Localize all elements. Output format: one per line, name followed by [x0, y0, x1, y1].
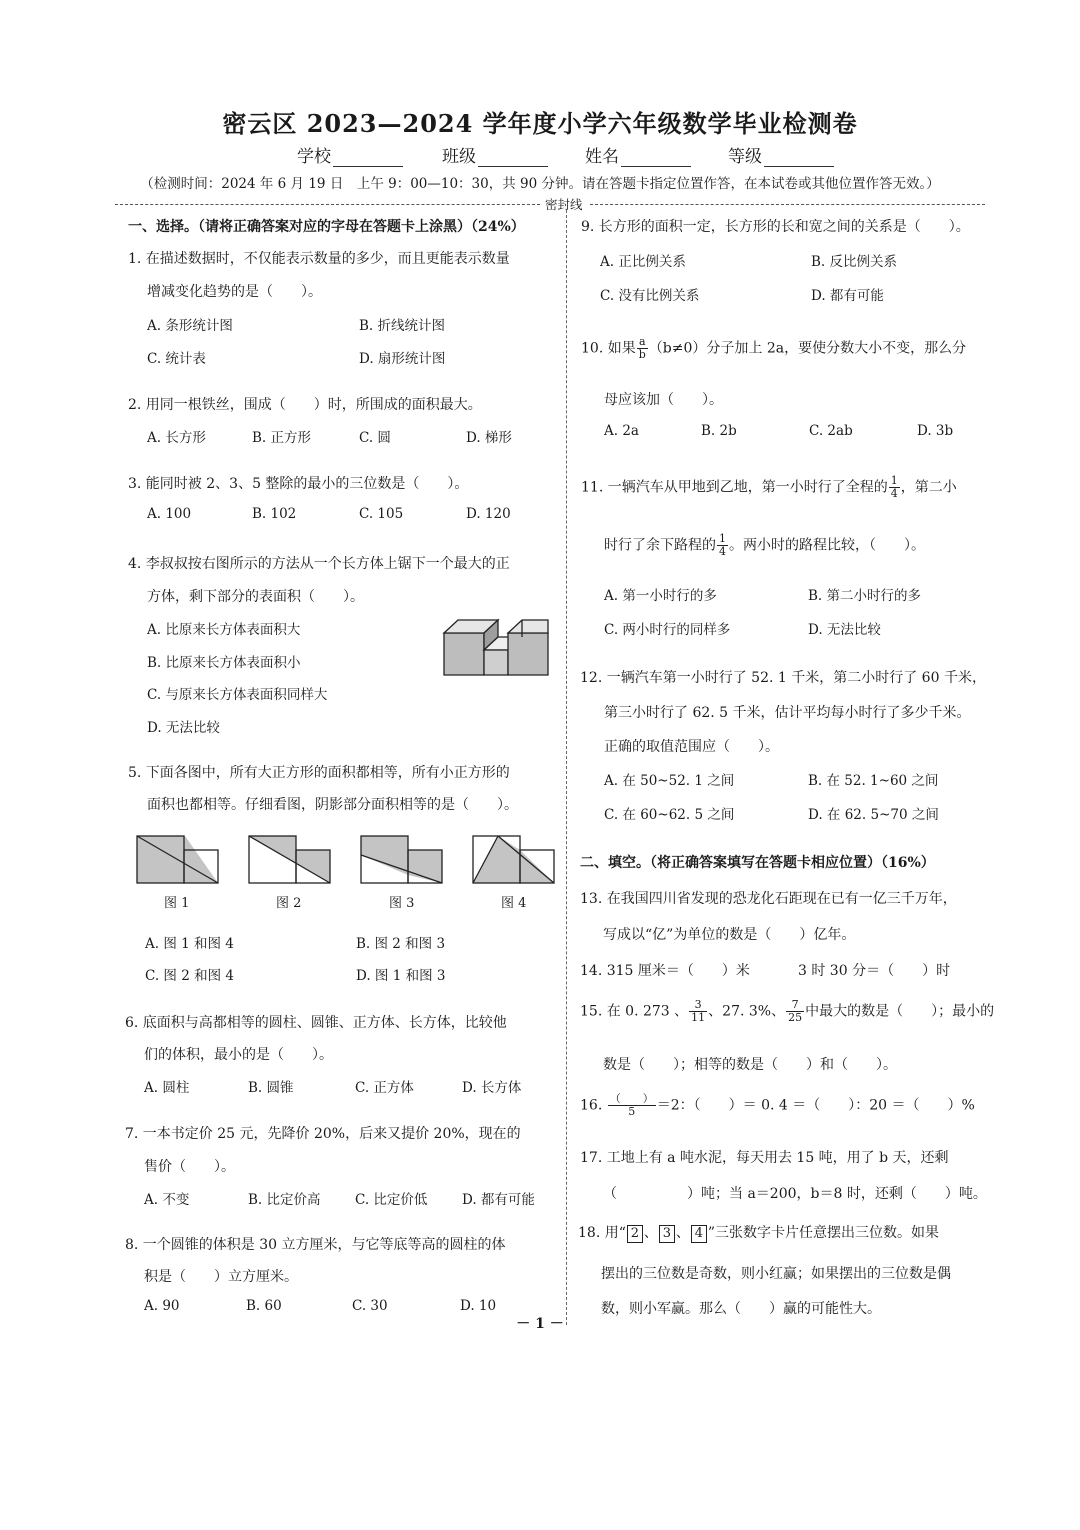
q6-stem-2: 们的体积，最小的是（ ）。	[144, 1047, 333, 1063]
seal-line-label: 密封线	[542, 195, 586, 213]
q17-stem-2: （ ）吨；当 a＝200，b＝8 时，还剩（ ）吨。	[603, 1186, 987, 1202]
q17-stem-1: 17. 工地上有 a 吨水泥，每天用去 15 吨，用了 b 天，还剩	[580, 1150, 949, 1166]
q4-stem-1: 4. 李叔叔按右图所示的方法从一个长方体上锯下一个最大的正	[128, 556, 510, 572]
q14-part-1: 14. 315 厘米＝（ ）米	[580, 963, 750, 979]
q11-fraction-2: $\frac{1}{4}$	[719, 532, 726, 558]
q9-option-a: A. 正比例关系	[600, 254, 686, 270]
q4-option-d: D. 无法比较	[147, 720, 220, 736]
q3-option-a: A. 100	[147, 506, 192, 522]
q6-option-b: B. 圆锥	[248, 1080, 294, 1096]
figure-1	[136, 835, 220, 885]
q4-option-c: C. 与原来长方体表面积同样大	[147, 687, 328, 703]
q5-option-c: C. 图 2 和图 4	[145, 968, 234, 984]
q10-option-b: B. 2b	[701, 423, 737, 439]
q7-option-d: D. 都有可能	[462, 1192, 535, 1208]
q12-stem-1: 12. 一辆汽车第一小时行了 52. 1 千米，第二小时行了 60 千米，	[580, 670, 986, 686]
q18-stem-3: 数，则小军赢。那么（ ）赢的可能性大。	[601, 1301, 881, 1317]
q15-fraction-1: $\frac{3}{11}$	[691, 998, 706, 1024]
q14-part-2: 3 时 30 分＝（ ）时	[798, 963, 951, 979]
q1-option-a: A. 条形统计图	[147, 318, 233, 334]
q12-option-d: D. 在 62. 5~70 之间	[808, 807, 939, 823]
q5-option-b: B. 图 2 和图 3	[356, 936, 446, 952]
figure-3-caption: 图 3	[389, 896, 415, 911]
q2-option-c: C. 圆	[359, 430, 391, 446]
seal-line	[115, 196, 985, 212]
q11-stem-1: 11. 一辆汽车从甲地到乙地，第一小时行了全程的 $\frac{1}{4}$ ，第二小	[581, 474, 957, 500]
digit-card-2: 2	[627, 1225, 643, 1243]
q3-option-d: D. 120	[466, 506, 511, 522]
q11-fraction-1: $\frac{1}{4}$	[890, 474, 898, 500]
section2-title: 二、填空。（将正确答案填写在答题卡相应位置）（16%）	[580, 855, 935, 871]
q11-option-c: C. 两小时行的同样多	[604, 622, 731, 638]
q11-option-b: B. 第二小时行的多	[808, 588, 922, 604]
q1-option-d: D. 扇形统计图	[359, 351, 446, 367]
q5-stem-1: 5. 下面各图中，所有大正方形的面积都相等，所有小正方形的	[128, 765, 510, 781]
q11-option-a: A. 第一小时行的多	[604, 588, 717, 604]
q9-option-b: B. 反比例关系	[811, 254, 898, 270]
q8-stem-2: 积是（ ）立方厘米。	[144, 1269, 298, 1285]
q18-stem-1: 18. 用“ 2 、 3 、 4 ”三张数字卡片任意摆出三位数。如果	[578, 1225, 940, 1241]
q8-option-d: D. 10	[460, 1298, 497, 1314]
q3-option-b: B. 102	[252, 506, 297, 522]
q2-option-b: B. 正方形	[252, 430, 312, 446]
q8-option-c: C. 30	[352, 1298, 388, 1314]
q11-option-d: D. 无法比较	[808, 622, 881, 638]
q5-stem-2: 面积也都相等。仔细看图，阴影部分面积相等的是（ ）。	[147, 797, 518, 813]
q6-option-c: C. 正方体	[355, 1080, 414, 1096]
q12-option-b: B. 在 52. 1~60 之间	[808, 773, 939, 789]
q7-option-b: B. 比定价高	[248, 1192, 321, 1208]
name-field: 姓名	[585, 142, 691, 167]
q10-option-a: A. 2a	[604, 423, 639, 439]
digit-card-4: 4	[691, 1225, 707, 1243]
q16-stem: 16. $\frac{( )}{5}$ ＝2：（ ）＝ 0. 4 ＝（ ）：20 ＝（ ）%	[580, 1092, 975, 1118]
q6-option-a: A. 圆柱	[144, 1080, 190, 1096]
q6-option-d: D. 长方体	[462, 1080, 522, 1096]
q7-stem-2: 售价（ ）。	[144, 1159, 235, 1175]
q7-stem-1: 7. 一本书定价 25 元，先降价 20%，后来又提价 20%，现在的	[125, 1126, 521, 1142]
q15-fraction-2: $\frac{7}{25}$	[788, 998, 803, 1024]
q10-fraction: $\frac{a}{b}$	[638, 335, 646, 361]
q8-option-a: A. 90	[144, 1298, 180, 1314]
q5-option-a: A. 图 1 和图 4	[145, 936, 234, 952]
section1-title: 一、选择。（请将正确答案对应的字母在答题卡上涂黑）（24%）	[128, 219, 525, 235]
column-divider	[566, 210, 567, 1325]
page-title: 密云区 2023—2024 学年度小学六年级数学毕业检测卷	[222, 109, 858, 138]
figure-1-caption: 图 1	[164, 896, 190, 911]
q2-stem-1: 2. 用同一根铁丝，围成（ ）时，所围成的面积最大。	[128, 397, 482, 413]
q11-stem-2: 时行了余下路程的 $\frac{1}{4}$ 。两小时的路程比较，（ ）。	[604, 532, 925, 558]
digit-card-3: 3	[659, 1225, 675, 1243]
school-field: 学校	[297, 142, 403, 167]
q1-option-c: C. 统计表	[147, 351, 206, 367]
q3-option-c: C. 105	[359, 506, 404, 522]
q10-stem-2: 母应该加（ ）。	[604, 392, 723, 408]
q12-stem-3: 正确的取值范围应（ ）。	[604, 739, 779, 755]
q7-option-a: A. 不变	[144, 1192, 190, 1208]
sawn-cuboid-figure	[440, 615, 552, 679]
page-number: － 1 －	[516, 1316, 564, 1332]
class-field: 班级	[442, 142, 548, 167]
q5-option-d: D. 图 1 和图 3	[356, 968, 446, 984]
q10-stem-1: 10. 如果 $\frac{a}{b}$ （b≠0）分子加上 2a，要使分数大小不变，那么分	[581, 335, 967, 361]
q4-option-b: B. 比原来长方体表面积小	[147, 655, 301, 671]
q2-option-a: A. 长方形	[147, 430, 206, 446]
q15-stem-1: 15. 在 0. 273 、 $\frac{3}{11}$ 、27. 3%、 $\frac{7}{25}$ 中最大的数是（ ）；最小的	[580, 998, 995, 1024]
figure-4	[472, 835, 556, 885]
q7-option-c: C. 比定价低	[355, 1192, 428, 1208]
q2-option-d: D. 梯形	[466, 430, 512, 446]
q18-stem-2: 摆出的三位数是奇数，则小红赢；如果摆出的三位数是偶	[601, 1266, 951, 1282]
q10-option-d: D. 3b	[917, 423, 954, 439]
q1-option-b: B. 折线统计图	[359, 318, 446, 334]
figure-2	[248, 835, 332, 885]
q4-stem-2: 方体，剩下部分的表面积（ ）。	[147, 589, 364, 605]
q4-option-a: A. 比原来长方体表面积大	[147, 622, 301, 638]
figure-3	[360, 835, 444, 885]
q13-stem-2: 写成以“亿”为单位的数是（ ）亿年。	[603, 927, 856, 943]
grade-field: 等级	[728, 142, 834, 167]
q12-stem-2: 第三小时行了 62. 5 千米，估计平均每小时行了多少千米。	[604, 705, 971, 721]
q8-option-b: B. 60	[246, 1298, 282, 1314]
q12-option-a: A. 在 50~52. 1 之间	[604, 773, 735, 789]
q15-stem-2: 数是（ ）；相等的数是（ ）和（ ）。	[603, 1057, 897, 1073]
q16-fraction: $\frac{( )}{5}$	[609, 1092, 654, 1118]
q10-option-c: C. 2ab	[809, 423, 853, 439]
q13-stem-1: 13. 在我国四川省发现的恐龙化石距现在已有一亿三千万年，	[580, 891, 957, 907]
q1-stem-1: 1. 在描述数据时，不仅能表示数量的多少，而且更能表示数量	[128, 251, 510, 267]
q6-stem-1: 6. 底面积与高都相等的圆柱、圆锥、正方体、长方体，比较他	[125, 1015, 507, 1031]
q12-option-c: C. 在 60~62. 5 之间	[604, 807, 735, 823]
q8-stem-1: 8. 一个圆锥的体积是 30 立方厘米，与它等底等高的圆柱的体	[125, 1237, 506, 1253]
q9-option-d: D. 都有可能	[811, 288, 884, 304]
figure-4-caption: 图 4	[501, 896, 527, 911]
q9-option-c: C. 没有比例关系	[600, 288, 700, 304]
figure-2-caption: 图 2	[276, 896, 302, 911]
exam-note: （检测时间：2024 年 6 月 19 日 上午 9：00—10：30，共 90 分钟。请在答题卡指定位置作答，在本试卷或其他位置作答无效。）	[140, 176, 940, 192]
q1-stem-2: 增减变化趋势的是（ ）。	[147, 284, 322, 300]
q3-stem-1: 3. 能同时被 2、3、5 整除的最小的三位数是（ ）。	[128, 476, 469, 492]
q9-stem-1: 9. 长方形的面积一定，长方形的长和宽之间的关系是（ ）。	[581, 219, 970, 235]
